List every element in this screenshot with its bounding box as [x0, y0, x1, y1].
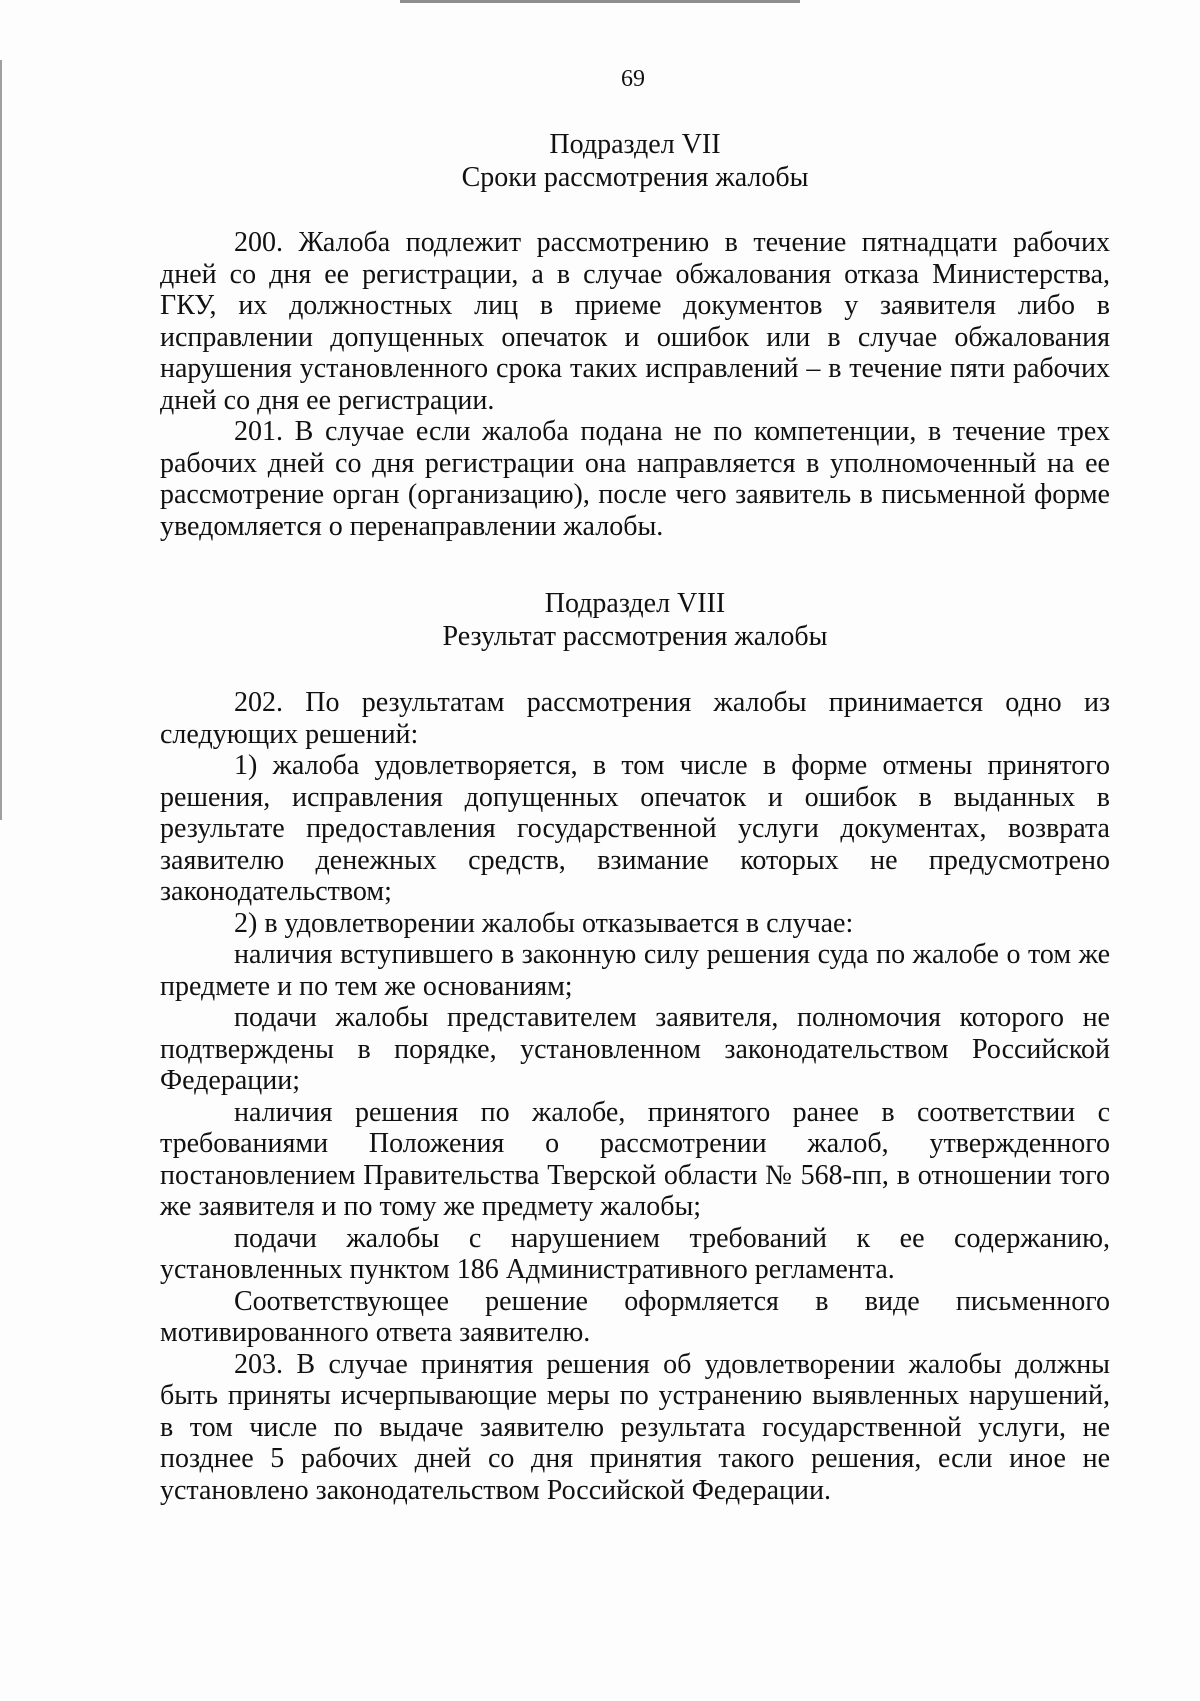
refusal-ground-representative: подачи жалобы представителем заявителя, полномочия которого не подтверждены в порядке, установленном законодательством Российской Федерации;: [160, 1002, 1110, 1096]
paragraph-200: 200. Жалоба подлежит рассмотрению в течение пятнадцати рабочих дней со дня ее регистрации, а в случае обжалования отказа Министерства, ГКУ, их должностных лиц в приеме документов у заявителя либо в исправлении допущенных опечаток и ошибок или в случае обжалования нарушения установленного срока таких исправлений – в течение пяти рабочих дней со дня ее регистрации.: [160, 227, 1110, 416]
page-number: 69: [621, 66, 645, 92]
paragraph-202-item-1: 1) жалоба удовлетворяется, в том числе в форме отмены принятого решения, исправления допущенных опечаток и ошибок в выданных в результате предоставления государственной услуги документах, возврата заявителю денежных средств, взимание которых не предусмотрено законодательством;: [160, 750, 1110, 907]
decision-form-paragraph: Соответствующее решение оформляется в виде письменного мотивированного ответа заявителю.: [160, 1285, 1110, 1348]
scan-top-marks: [400, 0, 800, 7]
scan-left-edge: [0, 60, 2, 820]
refusal-ground-court-decision: наличия вступившего в законную силу решения суда по жалобе о том же предмете и по тем же основаниям;: [160, 939, 1110, 1002]
section-8-title: Подраздел VIII: [544, 588, 726, 619]
refusal-ground-content-violation: подачи жалобы с нарушением требований к ее содержанию, установленных пунктом 186 Административного регламента.: [160, 1222, 1110, 1285]
paragraph-202-item-2: 2) в удовлетворении жалобы отказывается в случае:: [234, 907, 854, 939]
section-7-body: [160, 227, 1110, 542]
section-7-title: Подраздел VII: [549, 129, 721, 160]
paragraph-202: 202. По результатам рассмотрения жалобы принимается одно из следующих решений:: [160, 687, 1110, 750]
refusal-ground-prior-decision: наличия решения по жалобе, принятого ранее в соответствии с требованиями Положения о рассмотрении жалоб, утвержденного постановлением Правительства Тверской области № 568-пп, в отношении того же заявителя и по тому же предмету жалобы;: [160, 1096, 1110, 1222]
paragraph-201: 201. В случае если жалоба подана не по компетенции, в течение трех рабочих дней со дня регистрации она направляется в уполномоченный на ее рассмотрение орган (организацию), после чего заявитель в письменной форме уведомляется о перенаправлении жалобы.: [160, 416, 1110, 542]
section-7-heading: [160, 128, 1110, 194]
paragraph-203: 203. В случае принятия решения об удовлетворении жалобы должны быть приняты исчерпывающие меры по устранению выявленных нарушений, в том числе по выдаче заявителю результата государственной услуги, не позднее 5 рабочих дней со дня принятия такого решения, если иное не установлено законодательством Российской Федерации.: [160, 1348, 1110, 1506]
section-8-body: [160, 687, 1110, 1506]
section-7-subtitle: Сроки рассмотрения жалобы: [461, 162, 809, 193]
section-8-subtitle: Результат рассмотрения жалобы: [442, 621, 828, 652]
section-8-heading: [160, 587, 1110, 653]
